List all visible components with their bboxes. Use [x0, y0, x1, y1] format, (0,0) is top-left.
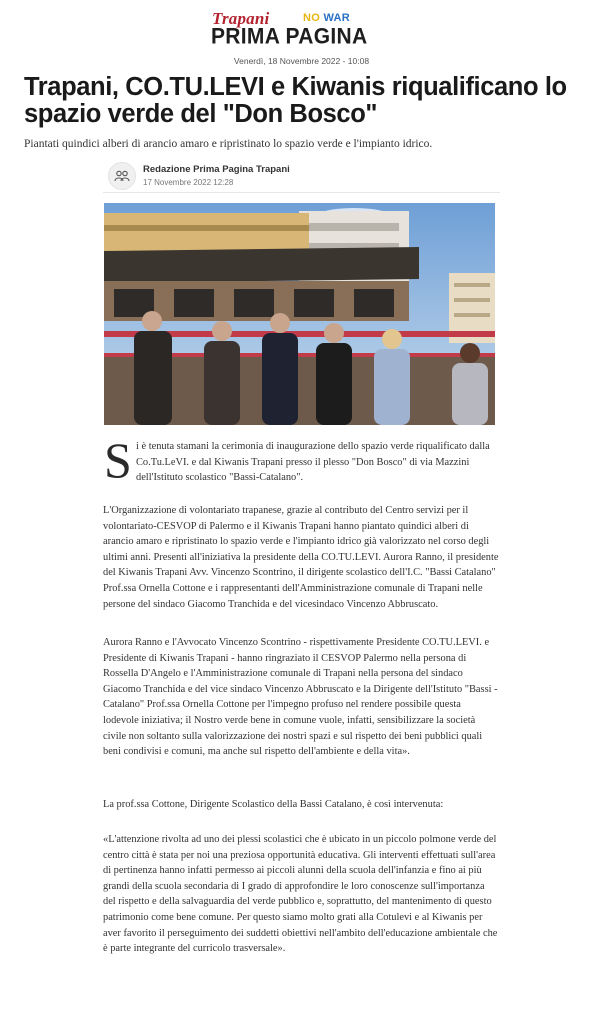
- article-subtitle: Piantati quindici alberi di arancio amaro e ripristinato lo spazio verde e l'impianto idrico.: [24, 138, 433, 150]
- article-paragraph-4: La prof.ssa Cottone, Dirigente Scolastico della Bassi Catalano, è così intervenuta:: [103, 799, 444, 810]
- byline-divider: [103, 192, 500, 193]
- article-paragraph-3: Aurora Ranno e l'Avvocato Vincenzo Scontrino - rispettivamente Presidente CO.TU.LEVI. e Presidente di Kiwanis Trapani - hanno ringraziato il CESVOP Palermo nella persona di Rossella D'Angelo e l'Amministrazione comunale di Trapani nella persona del sindaco Giacomo Tranchida e del vice sindaco Vincenzo Abbruscato e la Dirigente dell'Istituto "Bassi - Catalano" Prof.ssa Ornella Cottone per l'impegno profuso nel rendere possibile questa lodevole iniziativa; il Nostro verde bene in comune vuole, infatti, sensibilizzare la società civile non soltanto sulla valorizzazione dei nostri spazi e sul rispetto dei beni pubblici quali beni condivisi e comuni, ma anche sul rispetto dell'ambiente e della vita».: [103, 637, 498, 758]
- page-date: Venerdì, 18 Novembre 2022 - 10:08: [233, 56, 370, 66]
- logo-prima-pagina-text: PRIMA PAGINA: [211, 24, 368, 49]
- no-war-word-1: NO: [303, 12, 321, 24]
- no-war-word-2: WAR: [323, 12, 351, 24]
- article-photo: [104, 203, 495, 425]
- author-name-link[interactable]: Redazione Prima Pagina Trapani: [143, 164, 290, 175]
- publish-date: 17 Novembre 2022 12:28: [143, 178, 234, 187]
- article-title: Trapani, CO.TU.LEVI e Kiwanis riqualificano lo spazio verde del "Don Bosco": [24, 73, 567, 128]
- article-paragraph-1: i è tenuta stamani la cerimonia di inaugurazione dello spazio verde riqualificato dalla Co.Tu.LeVI. e dal Kiwanis Trapani presso il plesso "Don Bosco" di via Mazzini dell'Istituto scolastico "Bassi-Catalano".: [136, 441, 490, 484]
- dropcap-letter: S: [104, 432, 132, 488]
- no-war-badge: [303, 12, 350, 24]
- article-paragraph-2: L'Organizzazione di volontariato trapanese, grazie al contributo del Centro servizi per il volontariato-CESVOP di Palermo e il Kiwanis Trapani hanno piantato quindici alberi di arancio amaro e ripristinato lo spazio verde e l'impianto idrico già valorizzato nel corso degli ultimi anni. Presenti all'iniziativa la presidente della CO.TU.LEVI. Aurora Ranno, il presidente del Kiwanis Trapani Avv. Vincenzo Scontrino, il dirigente scolastico dell'I.C. "Bassi Catalano" Prof.ssa Ornella Cottone e i rappresentanti dell'Amministrazione comunale di Trapani nelle persone del sindaco Giacomo Tranchida e del vicesindaco Vincenzo Abbruscato.: [103, 505, 499, 610]
- article-paragraph-5: «L'attenzione rivolta ad uno dei plessi scolastici che è ubicato in un piccolo polmone verde del centro città è stata per noi una preziosa opportunità educativa. Gli interventi effettuati sull'area di pertinenza hanno infatti permesso ai piccoli alunni della scuola dell'infanzia e fino ai più grandi della scuola secondaria di I grado di approfondire le loro conoscenze sull'importanza del rispetto e della salvaguardia del verde pubblico e, soprattutto, del mantenimento di questo patrimonio come bene comune. Per questo siamo molto grati alla Cotulevi e al Kiwanis per aver favorito il perseguimento dei suddetti obiettivi nell'ambito dell'educazione ambientale che è parte integrante del curricolo trasversale».: [103, 834, 498, 955]
- site-logo[interactable]: [0, 6, 603, 48]
- author-byline: [103, 161, 500, 191]
- logo-trapani-text: Trapani: [212, 9, 270, 28]
- group-icon[interactable]: [108, 162, 136, 190]
